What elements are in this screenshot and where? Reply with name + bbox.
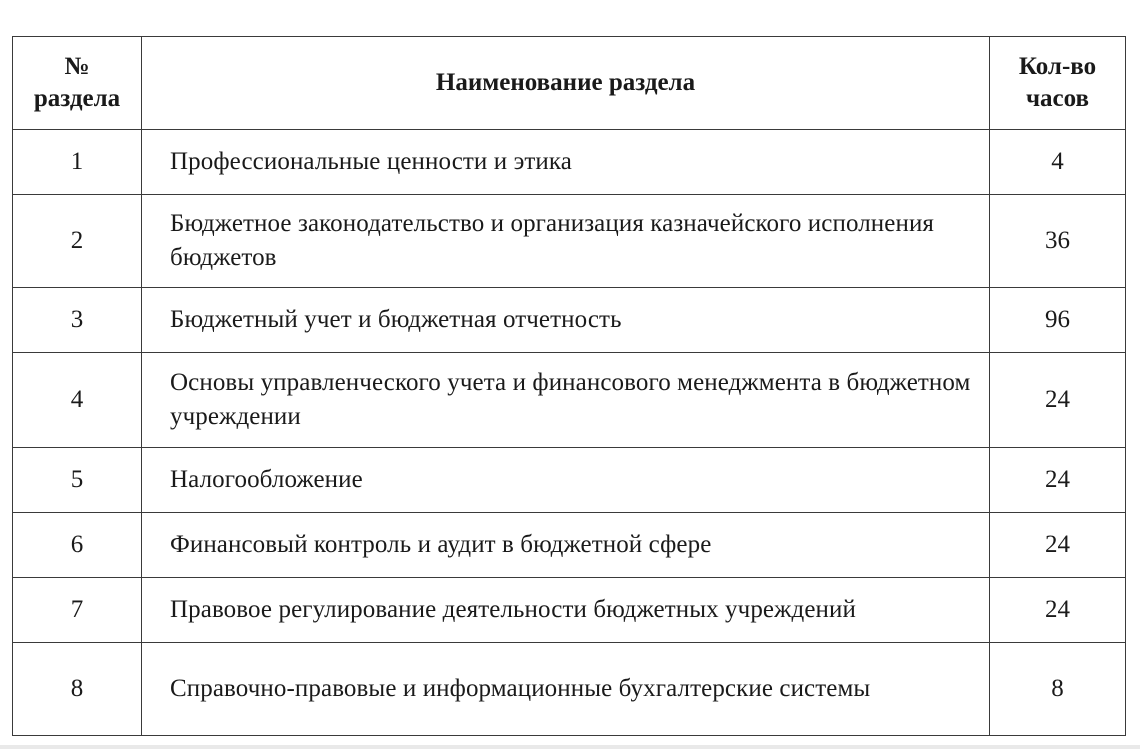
hours-cell: 96 xyxy=(990,288,1126,353)
table-row xyxy=(13,353,1126,448)
sections-table-container xyxy=(12,36,1125,736)
section-name-cell: Правовое регулирование деятельности бюджетных учреждений xyxy=(142,578,990,643)
table-row xyxy=(13,513,1126,578)
header-hours xyxy=(990,37,1126,130)
hours-cell: 8 xyxy=(990,643,1126,736)
section-number-cell: 3 xyxy=(13,288,142,353)
section-name-cell: Справочно-правовые и информационные бухгалтерские системы xyxy=(142,643,990,736)
section-number-cell: 7 xyxy=(13,578,142,643)
header-hours-line2: часов xyxy=(1025,85,1090,112)
header-section-name xyxy=(142,37,990,130)
header-section-number xyxy=(13,37,142,130)
hours-cell: 24 xyxy=(990,448,1126,513)
hours-cell: 4 xyxy=(990,130,1126,195)
table-row xyxy=(13,448,1126,513)
hours-cell: 24 xyxy=(990,578,1126,643)
header-hours-line1: Кол-во xyxy=(1018,53,1097,80)
table-row xyxy=(13,288,1126,353)
section-number-cell: 1 xyxy=(13,130,142,195)
section-number-cell: 2 xyxy=(13,195,142,288)
hours-cell: 36 xyxy=(990,195,1126,288)
section-name-cell: Финансовый контроль и аудит в бюджетной сфере xyxy=(142,513,990,578)
section-number-cell: 4 xyxy=(13,353,142,448)
table-row xyxy=(13,578,1126,643)
bottom-edge-strip xyxy=(0,745,1140,749)
section-name-cell: Профессиональные ценности и этика xyxy=(142,130,990,195)
section-number-cell: 8 xyxy=(13,643,142,736)
header-number-sign: № xyxy=(64,53,90,80)
table-row xyxy=(13,643,1126,736)
table-row xyxy=(13,195,1126,288)
section-name-cell: Основы управленческого учета и финансового менеджмента в бюджетном учреждении xyxy=(142,353,990,448)
hours-cell: 24 xyxy=(990,353,1126,448)
header-number-word: раздела xyxy=(33,85,121,112)
section-name-cell: Бюджетный учет и бюджетная отчетность xyxy=(142,288,990,353)
sections-table xyxy=(12,36,1126,736)
section-name-cell: Налогообложение xyxy=(142,448,990,513)
header-name-label: Наименование раздела xyxy=(435,69,696,96)
header-row xyxy=(13,37,1126,130)
table-row xyxy=(13,130,1126,195)
hours-cell: 24 xyxy=(990,513,1126,578)
section-number-cell: 6 xyxy=(13,513,142,578)
section-name-cell: Бюджетное законодательство и организация казначейского исполнения бюджетов xyxy=(142,195,990,288)
section-number-cell: 5 xyxy=(13,448,142,513)
